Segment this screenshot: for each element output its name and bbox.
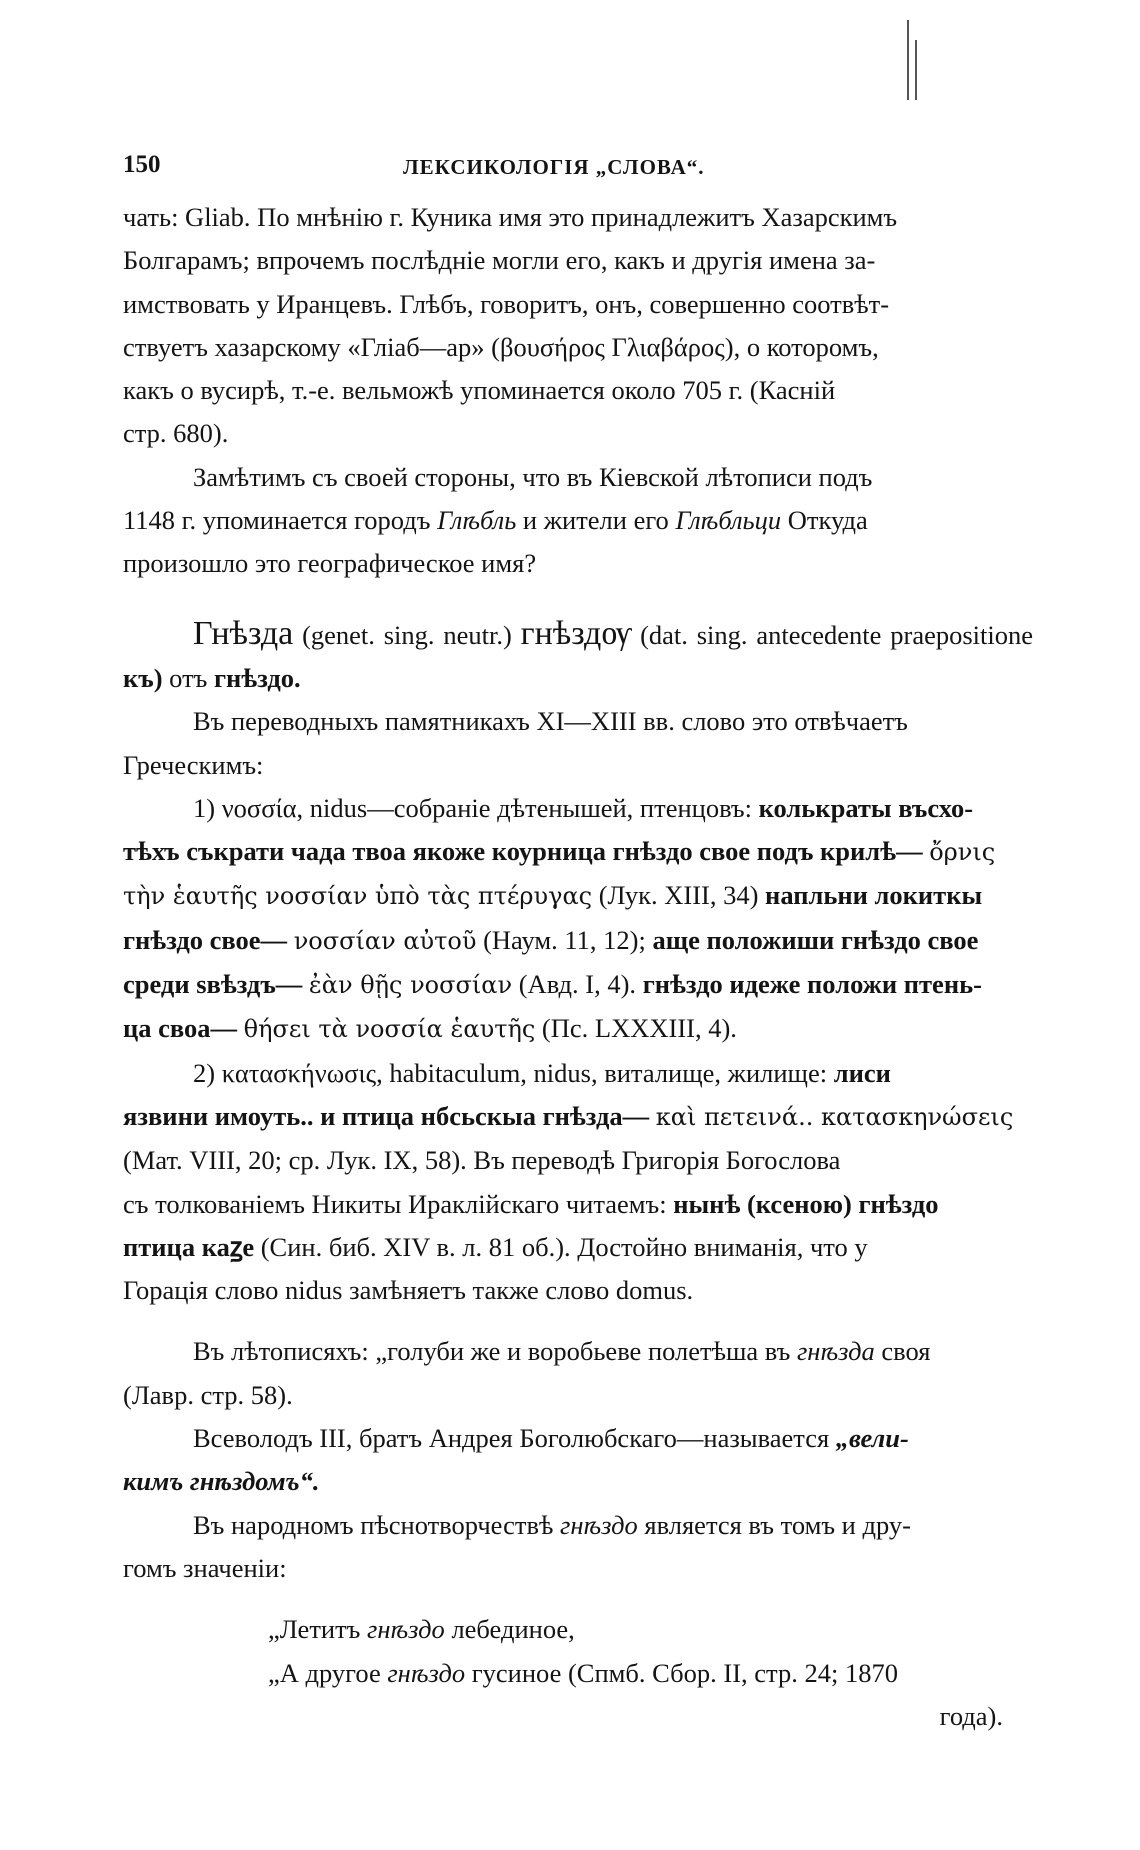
text-line: произошло это географическое имя?	[123, 548, 537, 579]
text-line: Горація слово nidus замѣняетъ также слово domus.	[123, 1275, 694, 1306]
text: съ толкованіемъ Никиты Ираклійскаго читаемъ:	[123, 1188, 667, 1219]
text-line: чать: Gliab. По мнѣнію г. Куника имя это принадлежитъ Хазарскимъ	[123, 202, 898, 232]
spacer	[123, 1312, 1033, 1330]
text: Въ народномъ пѣснотворчествѣ	[193, 1509, 554, 1540]
greek-text: τὴν ἑαυτῆς νοσσίαν ὑπὸ τὰς πτέρυγας	[123, 882, 593, 911]
text-line	[123, 874, 1033, 918]
page-number: 150	[123, 151, 161, 178]
slavonic-quote: среди ѕвѣздъ—	[123, 969, 303, 1000]
page-body	[123, 196, 1033, 1738]
slavonic-quote: колькраты въсхо-	[758, 792, 974, 823]
greek-text: νοσσίαν αὐτοῦ	[293, 926, 477, 955]
paragraph	[123, 1330, 1033, 1417]
text-line: имствовать у Иранцевъ. Глѣбъ, говоритъ, онъ, совершенно соотвѣт-	[123, 288, 890, 319]
slavonic-word: къ)	[123, 662, 163, 693]
italic-word: гнѣздо	[367, 1614, 445, 1645]
paragraph	[123, 700, 1033, 787]
slavonic-quote: нынѣ (ксеною) гнѣздо	[673, 1188, 939, 1219]
slavonic-quote: язвини имоуть.. и птица нбсьскыа гнѣзда—	[123, 1100, 650, 1131]
text-line: (Лавр. стр. 58).	[123, 1379, 293, 1410]
italic-word: Глѣбль	[437, 505, 517, 536]
italic-word: гнѣзда	[796, 1336, 875, 1367]
text: „Летитъ	[268, 1614, 361, 1645]
text-line: гомъ значеніи:	[123, 1552, 287, 1583]
text: „А другое	[268, 1657, 381, 1688]
text-line	[123, 1007, 1033, 1051]
greek-text: ὄρνις	[929, 838, 996, 867]
greek-text: θήσει τὰ νοσσία ἑαυτῆς	[243, 1015, 536, 1044]
poem-line	[123, 1608, 1033, 1651]
slavonic-quote: ца своа—	[123, 1013, 238, 1044]
headword: гнѣздѹ	[520, 614, 632, 652]
text-line: Въ переводныхъ памятникахъ XI—XIII вв. слово это отвѣчаетъ	[193, 706, 908, 737]
text-line	[123, 1052, 1033, 1095]
slavonic-quote: гнѣздо идеже положи птень-	[642, 969, 982, 1000]
text: 1) νοσσία, nidus—собраніе дѣтенышей, птенцовъ:	[193, 792, 752, 823]
italic-word: „вели-	[835, 1423, 909, 1454]
text: (Син. биб. XIV в. л. 81 об.). Достойно вниманія, что у	[260, 1231, 868, 1262]
citation: (Лук. XIII, 34)	[598, 880, 759, 911]
poem-quote	[123, 1608, 1033, 1738]
text-line	[123, 1330, 1033, 1373]
text-line	[123, 1417, 1033, 1460]
text: является въ томъ и дру-	[644, 1509, 911, 1540]
poem-line: года).	[939, 1700, 1003, 1731]
text-line: Греческимъ:	[123, 749, 264, 780]
slavonic-word: гнѣздо.	[213, 662, 301, 693]
text: Въ лѣтописяхъ: „голуби же и воробьеве полетѣша въ	[193, 1336, 791, 1367]
paragraph	[123, 196, 1033, 456]
text: своя	[881, 1336, 931, 1367]
running-title: ЛЕКСИКОЛОГІЯ „СЛОВА“.	[403, 155, 705, 179]
text: гусиное (Спмб. Сбор. II, стр. 24; 1870	[471, 1657, 898, 1688]
text-line	[123, 1095, 1033, 1139]
text: 2) κατασκήνωσις, habitaculum, nidus, виталище, жилище:	[193, 1057, 828, 1088]
text-line	[123, 830, 1033, 874]
text: лебединое,	[451, 1614, 575, 1645]
running-head	[123, 151, 1023, 187]
text-line: стр. 680).	[123, 418, 229, 449]
grammar-note: (dat. sing. antecedente praepositione	[640, 619, 1034, 650]
sense-1	[123, 787, 1033, 1052]
text-line	[123, 1226, 1033, 1269]
slavonic-quote: аще положиши гнѣздо свое	[652, 924, 979, 955]
text-line	[123, 1504, 1033, 1547]
text: 1148 г. упоминается городъ	[123, 505, 431, 536]
text: и жители его	[522, 505, 669, 536]
spacer	[123, 1590, 1033, 1608]
text: Всеволодъ III, братъ Андрея Боголюбскаго—называется	[193, 1423, 830, 1454]
paragraph	[123, 1417, 1033, 1504]
entry-line	[123, 612, 1033, 701]
citation: (Пс. LXXXIII, 4).	[541, 1013, 737, 1044]
slavonic-quote: тѣхъ съкрати чада твоа якоже коурница гнѣздо свое подъ крилѣ—	[123, 836, 923, 867]
text-line	[123, 787, 1033, 830]
text-line: какъ о вусирѣ, т.-е. вельможѣ упоминается около 705 г. (Касній	[123, 375, 836, 406]
text-line	[123, 1183, 1033, 1226]
margin-line	[915, 40, 917, 100]
margin-line	[907, 20, 909, 100]
text-line: ствуетъ хазарскому «Гліаб—ар» (βουσήρος Γλιαβάρος), о которомъ,	[123, 331, 879, 362]
text-line: (Мат. VIII, 20; ср. Лук. IX, 58). Въ переводѣ Григорія Богослова	[123, 1145, 841, 1176]
paragraph	[123, 1504, 1033, 1591]
paragraph	[123, 456, 1033, 586]
headword: Гнѣзда	[193, 614, 294, 652]
text-line	[123, 963, 1033, 1007]
sense-2	[123, 1052, 1033, 1313]
spacer	[123, 586, 1033, 612]
text-line: кимъ гнѣздомъ“.	[123, 1466, 320, 1497]
text-line	[123, 919, 1033, 963]
italic-word: Глѣбльци	[675, 505, 782, 536]
slavonic-quote: птица каꙁе	[123, 1231, 255, 1262]
greek-text: καὶ πετεινά.. κατασκηνώσεις	[655, 1102, 1014, 1131]
greek-text: ἐὰν θῇς νοσσίαν	[308, 971, 513, 1000]
dictionary-entry	[123, 612, 1033, 701]
slavonic-quote: гнѣздо свое—	[123, 924, 288, 955]
slavonic-quote: напльни локиткы	[765, 880, 983, 911]
slavonic-quote: лиси	[833, 1057, 891, 1088]
grammar-note: (genet. sing. neutr.)	[302, 619, 512, 650]
poem-line	[123, 1652, 1033, 1695]
text: отъ	[169, 662, 208, 693]
text: Откуда	[787, 505, 868, 536]
text-line: Болгарамъ; впрочемъ послѣдніе могли его, какъ и другія имена за-	[123, 245, 876, 276]
text-line	[123, 499, 1033, 542]
italic-word: гнѣздо	[387, 1657, 466, 1688]
citation: (Авд. I, 4).	[518, 969, 637, 1000]
text-line: Замѣтимъ съ своей стороны, что въ Кіевской лѣтописи подъ	[193, 461, 873, 492]
italic-word: гнѣздо	[559, 1509, 638, 1540]
citation: (Наум. 11, 12);	[483, 924, 646, 955]
